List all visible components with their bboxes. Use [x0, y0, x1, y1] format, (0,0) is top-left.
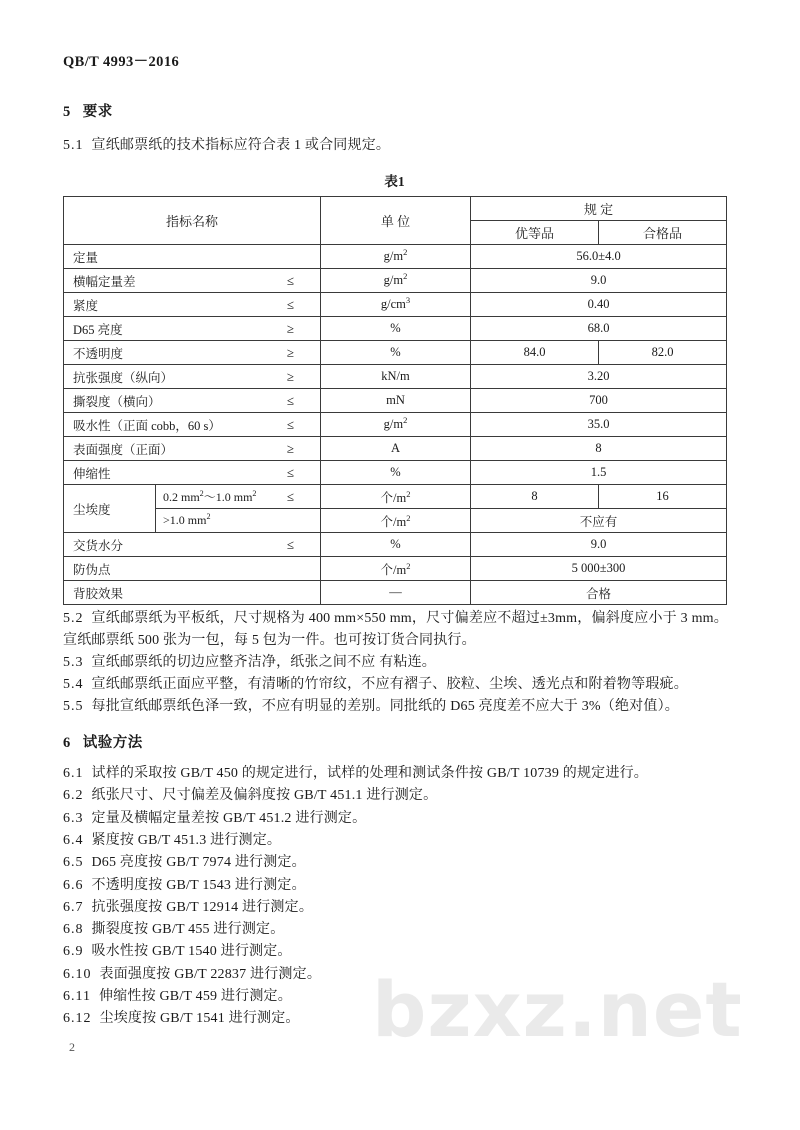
indicator-label: 背胶效果: [73, 586, 124, 601]
table-row: [64, 581, 727, 605]
cell-value-merged: 9.0: [471, 533, 727, 557]
clause-text: D65 亮度按 GB/T 7974 进行测定。: [91, 855, 306, 871]
clause-number: 6.4: [63, 832, 84, 848]
section-heading-6: [63, 731, 143, 752]
comparison-operator: ≥: [286, 368, 295, 384]
indicator-label: 横幅定量差: [73, 274, 136, 289]
indicator-label: 抗张强度（纵向）: [73, 370, 174, 385]
cell-value-merged: 9.0: [471, 269, 727, 293]
clause-text: 尘埃度按 GB/T 1541 进行测定。: [99, 1011, 300, 1027]
cell-indicator-name: [64, 533, 321, 557]
clause-text: 宣纸邮票纸正面应平整，有清晰的竹帘纹，不应有褶子、胶粒、尘埃、透光点和附着物等瑕疵。: [91, 677, 688, 692]
cell-value-qualified: 82.0: [599, 341, 727, 365]
clause-number: 6.2: [63, 788, 84, 804]
clause-text: 撕裂度按 GB/T 455 进行测定。: [91, 922, 285, 938]
cell-unit: kN/m: [321, 365, 471, 389]
comparison-operator: ≤: [286, 488, 295, 504]
indicator-label: 不透明度: [73, 346, 124, 361]
section-heading-5: [63, 100, 113, 121]
cell-indicator-name: [64, 413, 321, 437]
comparison-operator: ≤: [286, 272, 295, 288]
cell-value-merged: 35.0: [471, 413, 727, 437]
cell-indicator-name: [64, 269, 321, 293]
cell-value-merged: 68.0: [471, 317, 727, 341]
table-row: [64, 389, 727, 413]
table-row: [64, 365, 727, 389]
header-unit: 单 位: [321, 197, 471, 245]
clause-number: 6.7: [63, 899, 84, 915]
cell-indicator-name: [64, 341, 321, 365]
cell-value-merged: 3.20: [471, 365, 727, 389]
clause-number: 6.9: [63, 944, 84, 960]
cell-unit: $g/m^2$: [321, 269, 471, 293]
clause-6-7: [63, 897, 743, 919]
table-row: [64, 485, 727, 509]
table-caption: 表1: [384, 174, 405, 189]
table-row: [64, 317, 727, 341]
section-number: 5: [63, 104, 71, 120]
cell-indicator-name: [64, 365, 321, 389]
clause-text: 吸水性按 GB/T 1540 进行测定。: [91, 944, 292, 960]
cell-unit: %: [321, 317, 471, 341]
clause-number: 6.5: [63, 855, 84, 871]
table-row: [64, 245, 727, 269]
clause-6-6: [63, 875, 743, 897]
table-head: [64, 197, 727, 245]
table-row: [64, 293, 727, 317]
cell-unit: %: [321, 341, 471, 365]
clause-text: 不透明度按 GB/T 1543 进行测定。: [91, 877, 306, 893]
cell-indicator-group-name: 尘埃度: [64, 485, 156, 533]
table-row: [64, 437, 727, 461]
cell-value-premium: 8: [471, 485, 599, 509]
clause-6-3: [63, 808, 743, 830]
indicator-label: 防伪点: [73, 562, 111, 577]
clause-6-5: [63, 852, 743, 874]
cell-unit: mN: [321, 389, 471, 413]
clause-number: 6.3: [63, 810, 84, 826]
cell-value-merged: 不应有: [471, 509, 727, 533]
clause-6-4: [63, 830, 743, 852]
cell-indicator-subrange: >1.0 $mm^2$: [156, 509, 321, 533]
cell-value-merged: 1.5: [471, 461, 727, 485]
section-title-text: 要求: [82, 104, 113, 120]
clause-5-4: [63, 674, 743, 696]
clause-text: 紧度按 GB/T 451.3 进行测定。: [91, 832, 282, 848]
cell-value-premium: 84.0: [471, 341, 599, 365]
cell-unit: $g/m^2$: [321, 413, 471, 437]
cell-indicator-name: [64, 437, 321, 461]
clause-6-2: [63, 785, 743, 807]
clause-5-1: [63, 135, 726, 157]
clause-number: 5.2: [63, 611, 84, 626]
table-header-row-1: [64, 197, 727, 221]
cell-unit: —: [321, 581, 471, 605]
comparison-operator: ≤: [286, 392, 295, 408]
cell-value-merged: 56.0±4.0: [471, 245, 727, 269]
header-grade-premium: 优等品: [471, 221, 599, 245]
cell-value-merged: 5 000±300: [471, 557, 727, 581]
cell-indicator-name: [64, 245, 321, 269]
clause-text: 宣纸邮票纸为平板纸，尺寸规格为 400 mm×550 mm，尺寸偏差应不超过±3mm，偏斜度应小于 3 mm。宣纸邮票纸 500 张为一包，每 5 包为一件。也可按订货合同执行。: [63, 611, 728, 648]
clause-5-3: [63, 652, 728, 674]
cell-unit: %: [321, 533, 471, 557]
table-row: [64, 509, 727, 533]
clause-number: 6.6: [63, 877, 84, 893]
indicator-label: 撕裂度（横向）: [73, 394, 161, 409]
comparison-operator: ≤: [286, 464, 295, 480]
cell-unit: %: [321, 461, 471, 485]
cell-unit: $g/m^2$: [321, 245, 471, 269]
header-grade-qualified: 合格品: [599, 221, 727, 245]
cell-indicator-name: [64, 557, 321, 581]
clause-text: 纸张尺寸、尺寸偏差及偏斜度按 GB/T 451.1 进行测定。: [91, 788, 438, 804]
clause-number: 5.4: [63, 677, 84, 692]
indicator-label: 紧度: [73, 298, 99, 313]
clause-text: 抗张强度按 GB/T 12914 进行测定。: [91, 899, 314, 915]
clause-5-2: [63, 608, 728, 652]
clause-6-9: [63, 941, 743, 963]
comparison-operator: ≥: [286, 320, 295, 336]
cell-value-merged: 合格: [471, 581, 727, 605]
specification-table: [63, 196, 727, 605]
cell-value-qualified: 16: [599, 485, 727, 509]
clause-text: 表面强度按 GB/T 22837 进行测定。: [99, 966, 322, 982]
indicator-label: 交货水分: [73, 538, 124, 553]
indicator-label: D65 亮度: [73, 322, 123, 337]
cell-value-merged: 8: [471, 437, 727, 461]
clause-text: 宣纸邮票纸的切边应整齐洁净，纸张之间不应 有粘连。: [91, 655, 436, 670]
cell-value-merged: 0.40: [471, 293, 727, 317]
cell-unit: $g/cm^3$: [321, 293, 471, 317]
cell-unit: 个$/m^2$: [321, 509, 471, 533]
table-row: [64, 269, 727, 293]
cell-indicator-name: [64, 317, 321, 341]
clause-5-5: [63, 696, 743, 718]
cell-indicator-subrange: 0.2 $mm^2\sim 1.0$ $mm^2$ ≤: [156, 485, 321, 509]
cell-unit: 个$/m^2$: [321, 557, 471, 581]
standard-number-header: QB/T 4993－2016: [63, 54, 180, 70]
header-indicator-name: 指标名称: [64, 197, 321, 245]
cell-indicator-name: [64, 293, 321, 317]
clause-number: 6.11: [63, 989, 91, 1004]
page-number: 2: [69, 1040, 75, 1054]
comparison-operator: ≥: [286, 344, 295, 360]
comparison-operator: ≤: [286, 296, 295, 312]
site-watermark: bzxz.net: [372, 965, 743, 1054]
section-number: 6: [63, 735, 71, 751]
comparison-operator: ≤: [286, 416, 295, 432]
clause-text: 伸缩性按 GB/T 459 进行测定。: [98, 989, 292, 1004]
cell-value-merged: 700: [471, 389, 727, 413]
cell-unit: 个$/m^2$: [321, 485, 471, 509]
cell-unit: A: [321, 437, 471, 461]
clause-number: 6.10: [63, 966, 92, 982]
clause-6-8: [63, 919, 743, 941]
section-title-text: 试验方法: [82, 735, 143, 751]
table-row: [64, 413, 727, 437]
indicator-label: 定量: [73, 250, 99, 265]
table-body: [64, 245, 727, 605]
indicator-label: 表面强度（正面）: [73, 442, 174, 457]
clause-6-1: [63, 763, 743, 785]
cell-indicator-name: [64, 461, 321, 485]
indicator-label: 伸缩性: [73, 466, 111, 481]
clause-number: 5.1: [63, 138, 84, 153]
clause-6-12: [63, 1008, 743, 1030]
clause-text: 每批宣纸邮票纸色泽一致，不应有明显的差别。同批纸的 D65 亮度差不应大于 3%（绝对值）。: [91, 699, 679, 714]
table-row: [64, 461, 727, 485]
clause-number: 6.8: [63, 922, 84, 938]
clause-number: 6.1: [63, 766, 84, 781]
comparison-operator: ≤: [286, 536, 295, 552]
clause-text: 宣纸邮票纸的技术指标应符合表 1 或合同规定。: [91, 138, 391, 153]
indicator-label: 吸水性（正面 cobb，60 s）: [73, 418, 221, 433]
comparison-operator: ≥: [286, 440, 295, 456]
clause-6-10: [63, 964, 743, 986]
table-row: [64, 557, 727, 581]
clause-number: 6.12: [63, 1011, 92, 1027]
table-row: [64, 533, 727, 557]
clause-number: 5.3: [63, 655, 84, 670]
header-specification: 规 定: [471, 197, 727, 221]
clause-text: 试样的采取按 GB/T 450 的规定进行，试样的处理和测试条件按 GB/T 10739 的规定进行。: [91, 766, 648, 781]
table-row: [64, 341, 727, 365]
clause-6-11: [63, 986, 743, 1008]
clause-text: 定量及横幅定量差按 GB/T 451.2 进行测定。: [91, 810, 367, 826]
clause-number: 5.5: [63, 699, 84, 714]
cell-indicator-name: [64, 389, 321, 413]
cell-indicator-name: [64, 581, 321, 605]
